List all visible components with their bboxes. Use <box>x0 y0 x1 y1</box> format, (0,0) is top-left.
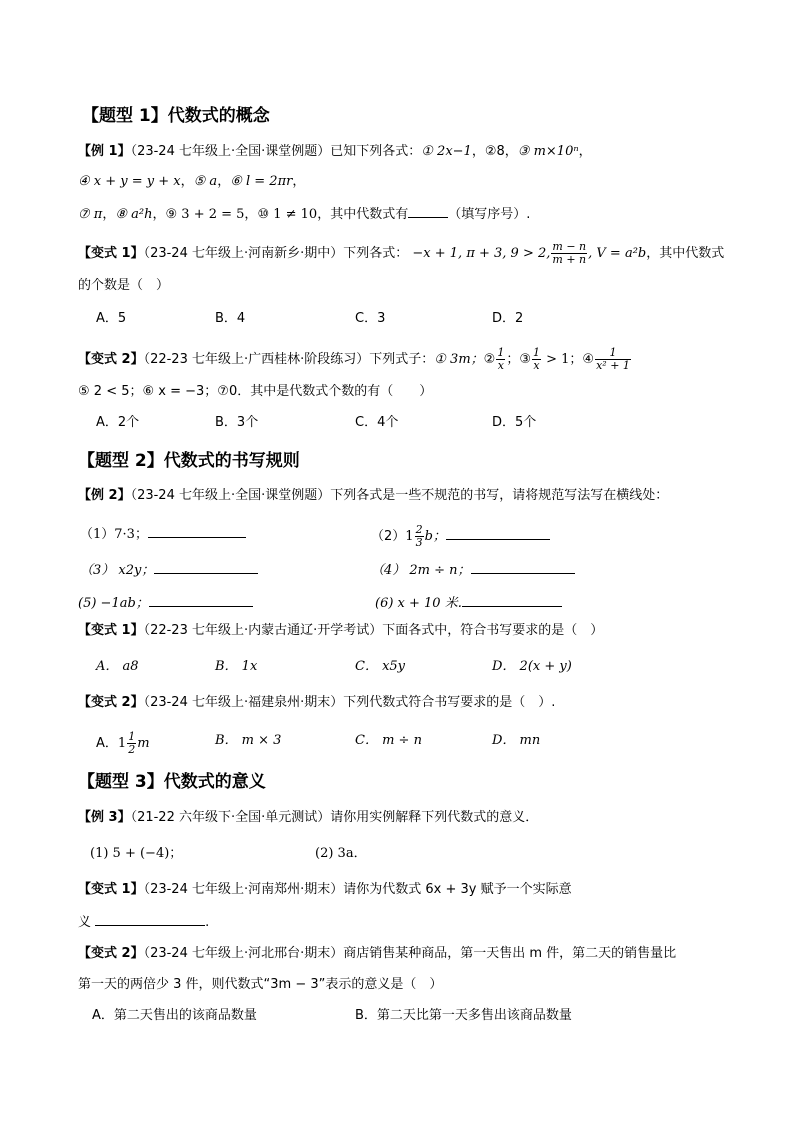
v11-option-a[interactable]: A．5 <box>96 311 127 326</box>
v21-option-d[interactable]: D． 2(x + y) <box>492 659 572 674</box>
v12-f4-den: x² + 1 <box>596 359 630 372</box>
v12-option-a[interactable]: A．2个 <box>96 415 140 430</box>
variant-1-1-tag: 【变式 1】 <box>78 246 144 261</box>
v11-expr-b: , V = a²b <box>588 246 647 261</box>
ex1-item-6: ⑥ l = 2πr <box>230 174 293 189</box>
example-2-text: （23-24 七年级上·全国·课堂例题）下列各式是一些不规范的书写，请将规范写法写在横线处： <box>130 488 669 503</box>
ex3-q2: (2) 3a． <box>315 846 367 861</box>
v12-fraction-4 <box>595 347 631 372</box>
ex2-q3 <box>80 560 258 581</box>
section-heading-1: 【题型 1】代数式的概念 <box>82 106 270 126</box>
example-1-line-1: 【例 1】（23-24 七年级上·全国·课堂例题）已知下列各式：① 2x−1，②8，③ m×10ⁿ， <box>78 144 592 159</box>
ex1-item-2: ②8 <box>484 144 505 159</box>
ex3-q1: (1) 5 + (−4)； <box>90 846 183 861</box>
ex2-q2-post: b； <box>424 529 446 544</box>
ex2-q2-mixed <box>405 524 424 549</box>
variant-2-2-line <box>78 693 555 713</box>
v11-expr-a: −x + 1, π + 3, 9 > 2, <box>412 246 551 261</box>
v32-option-b[interactable]: B．第二天比第一天多售出该商品数量 <box>355 1008 572 1023</box>
example-2-line <box>78 486 668 506</box>
ex2-q5-text: (5) −1ab； <box>78 596 149 611</box>
v22-optA-whole: 1 <box>117 735 127 751</box>
example-1-line-2: ④ x + y = y + x，⑤ a，⑥ l = 2πr， <box>78 174 306 189</box>
v11-fraction <box>551 241 587 266</box>
variant-1-1-source: （23-24 七年级上·河南新乡·期中）下列各式： <box>143 246 409 261</box>
variant-2-2-text: （23-24 七年级上·福建泉州·期末）下列代数式符合书写要求的是（ ）. <box>143 695 556 710</box>
variant-2-1-tag: 【变式 1】 <box>78 623 144 638</box>
ex2-q2-den: 3 <box>415 536 423 549</box>
v21-option-b[interactable]: B． 1x <box>215 659 258 674</box>
variant-3-2-text: （23-24 七年级上·河北邢台·期末）商店销售某种商品，第一天售出 m 件，第二天的销售量比 <box>143 946 677 961</box>
ex2-q2 <box>371 524 550 549</box>
example-3-line <box>78 808 538 828</box>
v31-line2-pre: 义 <box>78 915 92 930</box>
v12-option-b[interactable]: B．3个 <box>215 415 259 430</box>
v12-item-3: ③ <box>519 352 531 367</box>
v12-f3-num: 1 <box>532 346 540 359</box>
example-1-tag: 【例 1】 <box>78 144 131 159</box>
v22-optA-num: 1 <box>128 730 136 743</box>
ex2-q2-blank[interactable] <box>446 526 550 540</box>
ex2-q4 <box>371 560 575 581</box>
ex2-q2-num: 2 <box>415 523 423 536</box>
variant-3-1-tag: 【变式 1】 <box>78 882 144 897</box>
ex1-item-7: ⑦ π <box>78 207 103 222</box>
v22-optA-var: m <box>137 736 150 751</box>
variant-2-1-line <box>78 621 603 641</box>
v11-option-c[interactable]: C．3 <box>355 311 386 326</box>
example-3-tag: 【例 3】 <box>78 810 131 825</box>
v22-option-c[interactable]: C． m ÷ n <box>355 733 422 748</box>
ex2-q1-text: （1）7·3； <box>80 527 148 542</box>
variant-1-1-line-2: 的个数是（ ） <box>78 278 170 293</box>
v12-f2-num: 1 <box>497 346 505 359</box>
variant-2-1-text: （22-23 七年级上·内蒙古通辽·开学考试）下面各式中，符合书写要求的是（ ） <box>143 623 604 638</box>
v21-option-a[interactable]: A． a8 <box>96 659 139 674</box>
variant-1-2-line-1 <box>78 347 632 372</box>
v11-option-d[interactable]: D．2 <box>492 311 524 326</box>
v31-line2-post: . <box>205 915 210 930</box>
ex1-tail-pre: ，其中代数式有 <box>317 207 409 222</box>
v21-option-c[interactable]: C． x5y <box>355 659 406 674</box>
v22-optA-den: 2 <box>128 743 136 756</box>
variant-3-1-line-2 <box>78 912 209 933</box>
ex1-item-10: ⑩ 1 ≠ 10 <box>257 207 318 222</box>
ex1-item-1: ① 2x−1 <box>421 144 472 159</box>
v11-frac-den: m + n <box>552 253 587 266</box>
ex2-q2-whole: 1 <box>405 528 414 544</box>
v12-sep: ； <box>506 352 520 367</box>
v12-option-c[interactable]: C．4个 <box>355 415 399 430</box>
v22-optA-mixed <box>118 731 137 756</box>
example-3-text: （21-22 六年级下·全国·单元测试）请你用实例解释下列代数式的意义． <box>130 810 539 825</box>
ex2-q4-blank[interactable] <box>471 560 575 574</box>
v12-item-4: ④ <box>582 352 595 367</box>
variant-3-1-line-1 <box>78 880 572 900</box>
ex2-q6-text: (6) x + 10 米. <box>375 596 462 611</box>
v22-option-a[interactable] <box>96 731 150 756</box>
ex2-q1-blank[interactable] <box>148 524 246 538</box>
variant-3-2-line-2: 第一天的两倍少 3 件，则代数式“3m − 3”表示的意义是（ ） <box>78 977 443 992</box>
v22-optA-label: A． <box>96 736 118 751</box>
ex2-q3-text: （3） x2y； <box>80 563 155 578</box>
variant-2-2-tag: 【变式 2】 <box>78 695 144 710</box>
ex2-q6-blank[interactable] <box>462 593 562 607</box>
ex2-q5 <box>78 593 253 614</box>
ex1-item-4: ④ x + y = y + x <box>78 174 181 189</box>
ex2-q4-text: （4） 2m ÷ n； <box>371 563 471 578</box>
ex2-q3-blank[interactable] <box>154 560 258 574</box>
variant-3-1-text: （23-24 七年级上·河南郑州·期末）请你为代数式 6x + 3y 赋予一个实际意 <box>143 882 572 897</box>
v11-tail: ，其中代数式 <box>646 246 725 261</box>
ex2-q2-pre: （2） <box>371 529 406 544</box>
variant-1-2-line-2: ⑤ 2 < 5；⑥ x = −3；⑦0．其中是代数式个数的有（ ） <box>78 384 433 399</box>
variant-1-1-line-1 <box>78 241 724 266</box>
v12-item-3-tail: > 1； <box>541 352 583 367</box>
example-2-tag: 【例 2】 <box>78 488 131 503</box>
ex2-q6 <box>375 593 562 614</box>
v12-f4-num: 1 <box>595 347 631 360</box>
example-1-source: （23-24 七年级上·全国·课堂例题）已知下列各式： <box>130 144 422 159</box>
section-heading-3: 【题型 3】代数式的意义 <box>78 772 266 792</box>
v32-option-a[interactable]: A．第二天售出的该商品数量 <box>92 1008 257 1023</box>
v22-option-b[interactable]: B． m × 3 <box>215 733 282 748</box>
v12-item-2: ② <box>483 352 496 367</box>
v12-fraction-2 <box>496 347 505 372</box>
variant-1-2-tag: 【变式 2】 <box>78 352 144 367</box>
ex1-item-3: ③ m×10ⁿ <box>517 144 579 159</box>
ex1-item-5: ⑤ a <box>193 174 218 189</box>
v12-option-d[interactable]: D．5个 <box>492 415 537 430</box>
v11-option-b[interactable]: B．4 <box>215 311 246 326</box>
section-heading-2: 【题型 2】代数式的书写规则 <box>78 451 300 471</box>
ex1-item-9: ⑨ 3 + 2 = 5 <box>165 207 245 222</box>
ex1-tail-post: （填写序号）. <box>448 207 531 222</box>
ex2-q5-blank[interactable] <box>149 593 253 607</box>
v11-frac-num: m − n <box>552 240 587 253</box>
v12-item-1: ① 3m； <box>434 352 484 367</box>
variant-1-2-source: （22-23 七年级上·广西桂林·阶段练习）下列式子： <box>143 352 435 367</box>
example-1-line-3: ⑦ π，⑧ a²h，⑨ 3 + 2 = 5，⑩ 1 ≠ 10，其中代数式有 （填写序号）. <box>78 204 530 225</box>
variant-3-2-line-1 <box>78 944 676 964</box>
v31-answer-blank[interactable] <box>95 912 205 926</box>
v22-option-d[interactable]: D． mn <box>492 733 541 748</box>
ex1-item-8: ⑧ a²h <box>115 207 153 222</box>
v12-fraction-3 <box>532 347 541 372</box>
v12-f3-den: x <box>533 359 540 372</box>
ex2-q1 <box>80 524 246 545</box>
v12-f2-den: x <box>497 359 504 372</box>
ex1-answer-blank[interactable] <box>408 204 448 218</box>
variant-3-2-tag: 【变式 2】 <box>78 946 144 961</box>
